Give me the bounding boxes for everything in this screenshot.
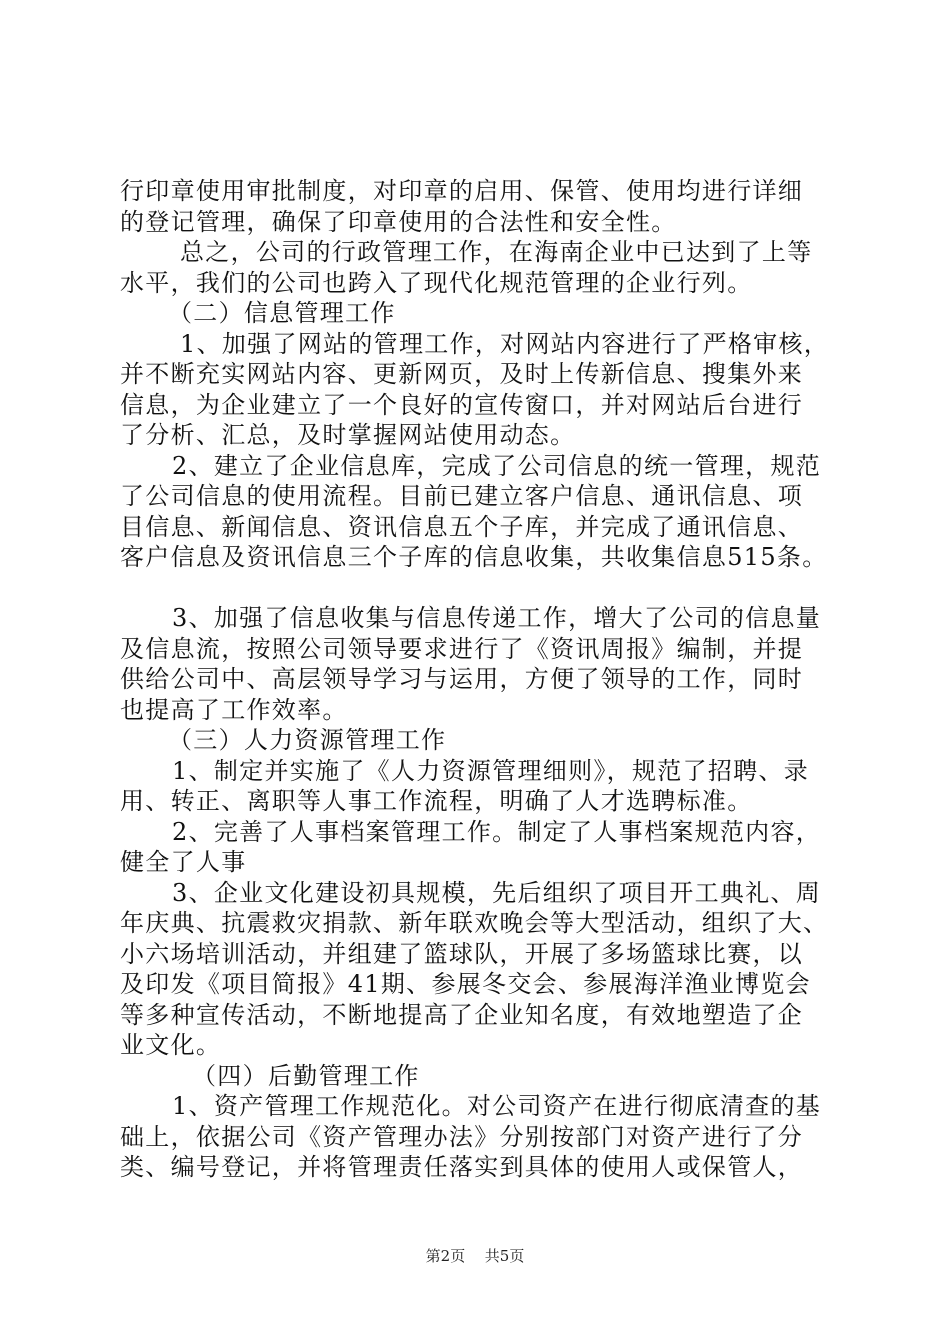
text-line: 用、转正、离职等人事工作流程，明确了人才选聘标准。	[120, 787, 753, 815]
text-line: 水平，我们的公司也跨入了现代化规范管理的企业行列。	[120, 268, 753, 297]
text-line: 等多种宣传活动，不断地提高了企业知名度，有效地塑造了企	[120, 1000, 804, 1029]
page-number: 第2页	[425, 1247, 466, 1265]
text-line: （四）后勤管理工作	[192, 1061, 420, 1090]
text-line: 3、企业文化建设初具规模，先后组织了项目开工典礼、周	[172, 878, 822, 907]
text-line: 健全了人事	[120, 848, 247, 876]
text-line: 了分析、汇总，及时掌握网站使用动态。	[120, 421, 576, 449]
text-line: 信息，为企业建立了一个良好的宣传窗口，并对网站后台进行	[120, 390, 804, 419]
text-line: 1、制定并实施了《人力资源管理细则》，规范了招聘、录	[172, 756, 810, 785]
text-line: 年庆典、抗震救灾捐款、新年联欢晚会等大型活动，组织了大、	[120, 909, 829, 937]
text-line: 了公司信息的使用流程。目前已建立客户信息、通讯信息、项	[120, 482, 804, 510]
text-line: 1、资产管理工作规范化。对公司资产在进行彻底清查的基	[172, 1092, 822, 1120]
text-line: 及印发《项目简报》41期、参展冬交会、参展海洋渔业博览会	[120, 970, 811, 998]
text-line: 及信息流，按照公司领导要求进行了《资讯周报》编制，并提	[120, 634, 804, 663]
text-line: 客户信息及资讯信息三个子库的信息收集，共收集信息515条。	[120, 543, 828, 571]
text-line: （二）信息管理工作	[168, 299, 396, 327]
text-line: 也提高了工作效率。	[120, 695, 348, 724]
text-line: 并不断充实网站内容、更新网页，及时上传新信息、搜集外来	[120, 360, 804, 388]
text-line: 小六场培训活动，并组建了篮球队，开展了多场篮球比赛，以	[120, 939, 804, 968]
text-line: 3、加强了信息收集与信息传递工作，增大了公司的信息量	[172, 604, 822, 632]
text-line: 目信息、新闻信息、资讯信息五个子库，并完成了通讯信息、	[120, 512, 804, 541]
text-line: （三）人力资源管理工作	[168, 726, 447, 754]
text-line: 业文化。	[120, 1031, 222, 1059]
text-line	[120, 573, 845, 604]
text-line: 类、编号登记，并将管理责任落实到具体的使用人或保管人，	[120, 1153, 804, 1181]
page-footer	[0, 1245, 950, 1266]
text-line: 行印章使用审批制度，对印章的启用、保管、使用均进行详细	[120, 177, 804, 205]
text-line: 供给公司中、高层领导学习与运用，方便了领导的工作，同时	[120, 665, 804, 693]
text-line: 总之，公司的行政管理工作，在海南企业中已达到了上等	[180, 238, 813, 266]
text-line: 础上，依据公司《资产管理办法》分别按部门对资产进行了分	[120, 1122, 804, 1151]
page-total: 共5页	[484, 1247, 525, 1265]
document-body	[120, 176, 845, 1183]
text-line: 2、建立了企业信息库，完成了公司信息的统一管理，规范	[172, 451, 822, 480]
text-line: 2、完善了人事档案管理工作。制定了人事档案规范内容，	[172, 817, 822, 846]
text-line: 的登记管理，确保了印章使用的合法性和安全性。	[120, 207, 677, 236]
text-line: 1、加强了网站的管理工作，对网站内容进行了严格审核，	[180, 329, 830, 358]
